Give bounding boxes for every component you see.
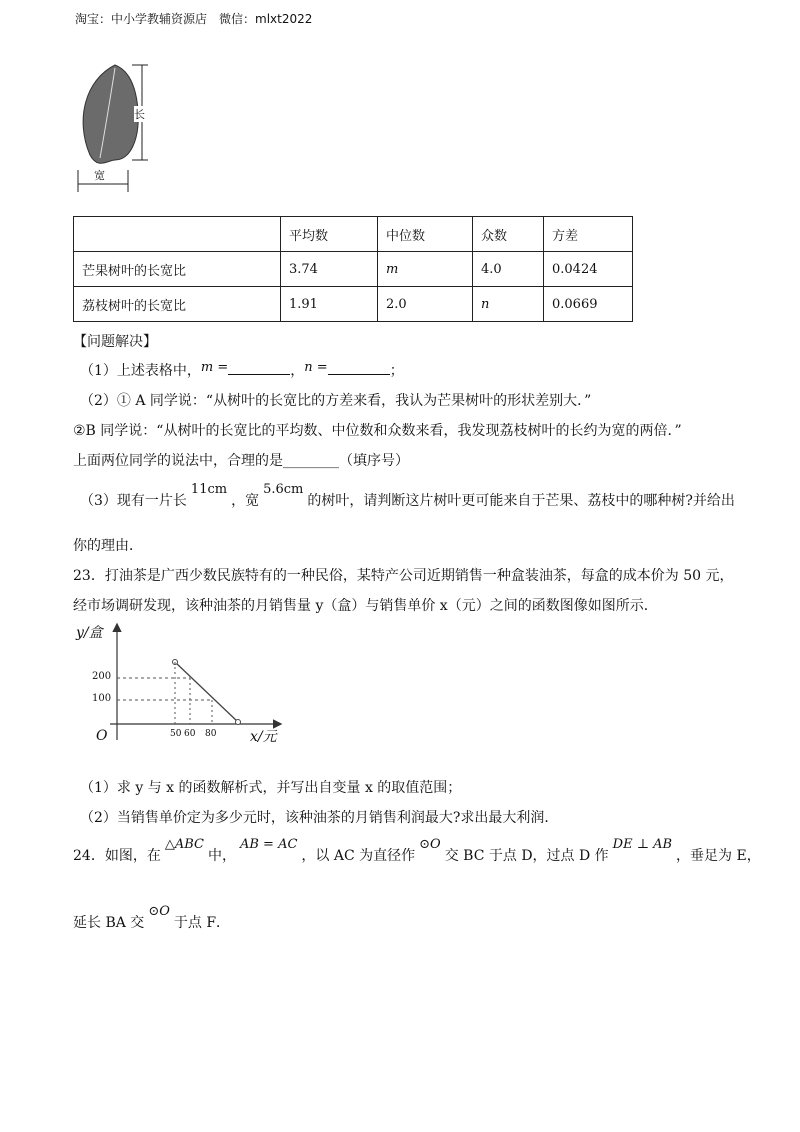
problem-24-line1: 24．如图，在△ABC中，AB = AC，以 AC 为直径作⊙O交 BC 于点 D，过点 D 作DE ⊥ AB，垂足为 E， (73, 837, 761, 864)
table-cell: 芒果树叶的长宽比 (74, 252, 281, 287)
table-cell: 4.0 (473, 252, 544, 287)
graph-origin: O (96, 728, 108, 744)
graph-x-tick: 80 (205, 729, 217, 739)
question-2-line3: 上面两位同学的说法中，合理的是________（填序号） (73, 453, 409, 469)
open-endpoint (236, 720, 241, 725)
section-title: 【问题解决】 (73, 334, 157, 350)
graph-y-label: y/盒 (76, 625, 103, 641)
graph-y-tick: 100 (92, 693, 112, 704)
table-cell: n (473, 287, 544, 322)
question-3-line1: （3）现有一片长11cm，宽5.6cm的树叶，请判断这片树叶更可能来自于芒果、荔枝中的哪种树?并给出 (80, 482, 735, 509)
graph-segment (175, 662, 238, 722)
question-3-line2: 你的理由． (73, 538, 143, 554)
leaf-width-label: 宽 (94, 169, 105, 182)
table-cell: 2.0 (378, 287, 473, 322)
problem-23-line1: 23．打油茶是广西少数民族特有的一种民俗，某特产公司近期销售一种盒装油茶，每盒的成本价为 50 元， (73, 568, 734, 584)
question-2-line1: （2）① A 同学说：“从树叶的长宽比的方差来看，我认为芒果树叶的形状差别大．” (80, 393, 592, 409)
question-1: （1）上述表格中，m = ，n = ； (80, 360, 404, 379)
table-header-cell: 众数 (473, 217, 544, 252)
table-row (74, 252, 633, 287)
problem-24-line2: 延长 BA 交⊙O于点 F． (73, 904, 231, 931)
table-cell: 1.91 (281, 287, 378, 322)
leaf-shape (83, 65, 138, 163)
table-header-cell (74, 217, 281, 252)
graph-x-label: x/元 (250, 729, 277, 745)
question-2-line2: ②B 同学说：“从树叶的长宽比的平均数、中位数和众数来看，我发现荔枝树叶的长约为宽的两倍．” (73, 423, 682, 439)
table-cell: m (378, 252, 473, 287)
problem-23-q2: （2）当销售单价定为多少元时，该种油茶的月销售利润最大?求出最大利润． (80, 810, 559, 826)
table-header-cell: 方差 (544, 217, 633, 252)
table-header-cell: 中位数 (378, 217, 473, 252)
table-row (74, 287, 633, 322)
stats-table (73, 216, 633, 322)
graph-x-tick: 60 (184, 729, 196, 739)
answer-blank-n (328, 362, 390, 375)
table-cell: 3.74 (281, 252, 378, 287)
problem-23-line2: 经市场调研发现，该种油茶的月销售量 y（盒）与销售单价 x（元）之间的函数图像如图所示． (73, 598, 658, 614)
page-header: 淘宝：中小学教辅资源店 微信：mlxt2022 (75, 12, 313, 26)
answer-blank-m (228, 362, 290, 375)
graph-x-tick: 50 (170, 729, 182, 739)
table-cell: 0.0424 (544, 252, 633, 287)
table-cell: 荔枝树叶的长宽比 (74, 287, 281, 322)
table-cell: 0.0669 (544, 287, 633, 322)
table-header-row (74, 217, 633, 252)
leaf-length-label: 长 (134, 108, 145, 121)
table-header-cell: 平均数 (281, 217, 378, 252)
graph-y-tick: 200 (92, 671, 112, 682)
leaf-figure (70, 60, 160, 195)
problem-23-q1: （1）求 y 与 x 的函数解析式，并写出自变量 x 的取值范围； (80, 780, 462, 796)
